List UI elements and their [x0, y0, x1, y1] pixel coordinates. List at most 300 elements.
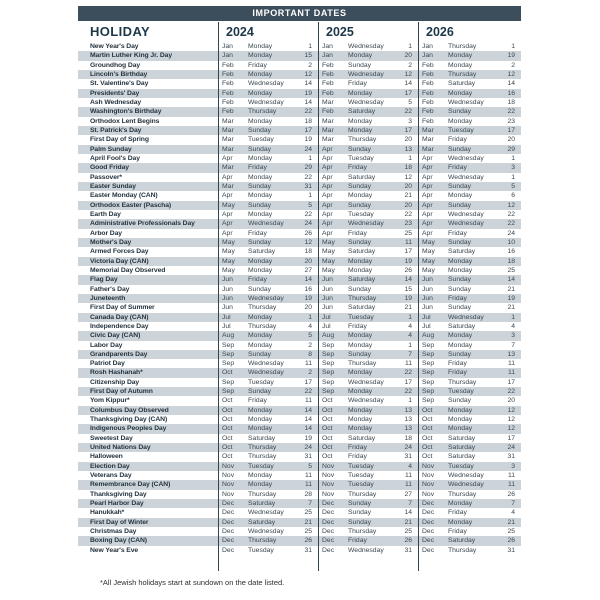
- month: Apr: [222, 154, 233, 162]
- date-cell-2026: [418, 79, 521, 88]
- holiday-name: First Day of Autumn: [90, 388, 153, 396]
- month: Nov: [422, 462, 435, 470]
- table-row: [78, 285, 521, 294]
- date-cell-2024: [218, 341, 318, 350]
- month: Feb: [322, 70, 334, 78]
- holiday-name: Grandparents Day: [90, 350, 148, 358]
- day-number: 22: [304, 173, 312, 181]
- day-number: 1: [511, 43, 515, 50]
- date-cell-2024: [218, 107, 318, 116]
- weekday: Monday: [348, 425, 373, 433]
- weekday: Sunday: [248, 350, 272, 358]
- holiday-name: United Nations Day: [90, 444, 151, 452]
- date-cell-2026: [418, 191, 521, 200]
- month: Mar: [222, 145, 234, 153]
- date-cell-2026: [418, 415, 521, 424]
- date-cell-2024: [218, 98, 318, 107]
- date-cell-2026: [418, 285, 521, 294]
- date-cell-2026: [418, 378, 521, 387]
- month: Feb: [222, 61, 234, 69]
- date-cell-2026: [418, 219, 521, 228]
- weekday: Monday: [448, 416, 473, 424]
- table-row: [78, 331, 521, 340]
- weekday: Monday: [248, 210, 273, 218]
- month: Jun: [322, 285, 333, 293]
- date-cell-2024: [218, 546, 318, 555]
- table-row: [78, 518, 521, 527]
- date-cell-2025: [318, 70, 418, 79]
- weekday: Tuesday: [448, 388, 474, 396]
- date-cell-2025: [318, 79, 418, 88]
- date-cell-2026: [418, 303, 521, 312]
- day-number: 20: [404, 201, 412, 209]
- weekday: Tuesday: [348, 472, 374, 480]
- month: Dec: [322, 546, 335, 554]
- table-row: [78, 191, 521, 200]
- day-number: 7: [308, 500, 312, 508]
- banner-title: IMPORTANT DATES: [78, 6, 521, 21]
- weekday: Friday: [348, 322, 367, 330]
- month: Apr: [422, 229, 433, 237]
- date-cell-2024: [218, 480, 318, 489]
- weekday: Wednesday: [348, 70, 384, 78]
- month: Apr: [322, 145, 333, 153]
- date-cell-2024: [218, 322, 318, 331]
- day-number: 12: [404, 70, 412, 78]
- weekday: Tuesday: [348, 210, 374, 218]
- weekday: Wednesday: [448, 481, 484, 489]
- date-cell-2026: [418, 107, 521, 116]
- weekday: Wednesday: [348, 220, 384, 228]
- month: Nov: [322, 472, 335, 480]
- weekday: Monday: [348, 257, 373, 265]
- day-number: 12: [404, 173, 412, 181]
- weekday: Sunday: [248, 145, 272, 153]
- weekday: Wednesday: [448, 313, 484, 321]
- date-cell-2025: [318, 424, 418, 433]
- day-number: 14: [304, 276, 312, 284]
- holiday-name: Easter Sunday: [90, 182, 136, 190]
- month: Sep: [322, 350, 335, 358]
- day-number: 12: [507, 201, 515, 209]
- weekday: Monday: [348, 266, 373, 274]
- table-row: [78, 452, 521, 461]
- date-cell-2024: [218, 294, 318, 303]
- weekday: Saturday: [348, 304, 376, 312]
- weekday: Sunday: [448, 145, 472, 153]
- day-number: 18: [404, 434, 412, 442]
- day-number: 13: [507, 350, 515, 358]
- weekday: Sunday: [248, 388, 272, 396]
- month: Aug: [322, 332, 335, 340]
- month: Jul: [322, 322, 331, 330]
- day-number: 21: [404, 192, 412, 200]
- holiday-name: Washington's Birthday: [90, 108, 162, 116]
- weekday: Friday: [448, 136, 467, 144]
- date-cell-2026: [418, 117, 521, 126]
- weekday: Sunday: [248, 182, 272, 190]
- day-number: 22: [304, 108, 312, 116]
- holiday-name: St. Patrick's Day: [90, 126, 142, 134]
- date-cell-2024: [218, 499, 318, 508]
- table-row: [78, 396, 521, 405]
- weekday: Saturday: [348, 434, 376, 442]
- weekday: Monday: [448, 266, 473, 274]
- month: Feb: [422, 108, 434, 116]
- date-cell-2024: [218, 378, 318, 387]
- weekday: Saturday: [248, 518, 276, 526]
- month: Apr: [322, 173, 333, 181]
- date-cell-2025: [318, 536, 418, 545]
- day-number: 24: [404, 444, 412, 452]
- weekday: Thursday: [348, 294, 377, 302]
- date-cell-2026: [418, 98, 521, 107]
- footnote: *All Jewish holidays start at sundown on the date listed.: [100, 578, 285, 587]
- day-number: 20: [507, 136, 515, 144]
- weekday: Sunday: [348, 61, 372, 69]
- holiday-name: Easter Monday (CAN): [90, 192, 158, 200]
- date-cell-2025: [318, 294, 418, 303]
- month: Feb: [322, 89, 334, 97]
- day-number: 25: [507, 528, 515, 536]
- date-cell-2024: [218, 331, 318, 340]
- date-cell-2025: [318, 117, 418, 126]
- month: Jun: [322, 304, 333, 312]
- month: Jan: [222, 52, 233, 60]
- month: Jun: [422, 304, 433, 312]
- month: Sep: [322, 388, 335, 396]
- weekday: Sunday: [348, 518, 372, 526]
- holiday-name: Juneteenth: [90, 294, 126, 302]
- weekday: Wednesday: [448, 472, 484, 480]
- date-cell-2024: [218, 163, 318, 172]
- day-number: 17: [404, 378, 412, 386]
- table-row: [78, 154, 521, 163]
- date-cell-2024: [218, 117, 318, 126]
- day-number: 18: [404, 164, 412, 172]
- date-cell-2024: [218, 229, 318, 238]
- day-number: 21: [304, 518, 312, 526]
- weekday: Sunday: [448, 285, 472, 293]
- weekday: Sunday: [448, 108, 472, 116]
- date-cell-2025: [318, 257, 418, 266]
- month: Jun: [422, 285, 433, 293]
- table-row: [78, 79, 521, 88]
- weekday: Sunday: [448, 238, 472, 246]
- day-number: 17: [404, 126, 412, 134]
- weekday: Friday: [348, 229, 367, 237]
- day-number: 1: [308, 154, 312, 162]
- month: Sep: [322, 378, 335, 386]
- date-cell-2026: [418, 508, 521, 517]
- date-cell-2024: [218, 145, 318, 154]
- weekday: Friday: [248, 276, 267, 284]
- day-number: 11: [404, 238, 412, 246]
- holiday-name: Palm Sunday: [90, 145, 132, 153]
- weekday: Saturday: [448, 453, 476, 461]
- month: Apr: [322, 154, 333, 162]
- holiday-name: Independence Day: [90, 322, 149, 330]
- day-number: 26: [507, 490, 515, 498]
- date-cell-2024: [218, 536, 318, 545]
- day-number: 5: [308, 332, 312, 340]
- weekday: Thursday: [248, 453, 277, 461]
- date-cell-2024: [218, 238, 318, 247]
- month: Apr: [222, 229, 233, 237]
- weekday: Friday: [248, 164, 267, 172]
- day-number: 3: [408, 117, 412, 125]
- weekday: Tuesday: [248, 462, 274, 470]
- day-number: 14: [304, 406, 312, 414]
- day-number: 20: [404, 182, 412, 190]
- day-number: 19: [507, 294, 515, 302]
- date-cell-2026: [418, 443, 521, 452]
- weekday: Monday: [448, 192, 473, 200]
- weekday: Wednesday: [248, 294, 284, 302]
- weekday: Thursday: [448, 43, 477, 50]
- date-cell-2026: [418, 350, 521, 359]
- holiday-name: Citizenship Day: [90, 378, 140, 386]
- table-header-row: [78, 21, 521, 42]
- table-row: [78, 107, 521, 116]
- month: Dec: [222, 500, 235, 508]
- day-number: 16: [507, 89, 515, 97]
- date-cell-2026: [418, 331, 521, 340]
- date-cell-2025: [318, 163, 418, 172]
- month: Jul: [422, 313, 431, 321]
- month: Apr: [422, 173, 433, 181]
- table-row: [78, 219, 521, 228]
- weekday: Wednesday: [248, 220, 284, 228]
- weekday: Saturday: [448, 444, 476, 452]
- day-number: 27: [404, 490, 412, 498]
- date-cell-2024: [218, 173, 318, 182]
- table-row: [78, 536, 521, 545]
- weekday: Wednesday: [448, 210, 484, 218]
- table-row: [78, 135, 521, 144]
- date-cell-2025: [318, 145, 418, 154]
- month: Sep: [422, 397, 435, 405]
- day-number: 27: [304, 266, 312, 274]
- weekday: Sunday: [248, 201, 272, 209]
- month: Jan: [222, 43, 233, 50]
- month: May: [222, 238, 235, 246]
- table-row: [78, 89, 521, 98]
- day-number: 10: [507, 238, 515, 246]
- month: Jan: [422, 52, 433, 60]
- table-row: [78, 238, 521, 247]
- month: May: [422, 248, 435, 256]
- holiday-name: First Day of Spring: [90, 136, 149, 144]
- date-cell-2025: [318, 341, 418, 350]
- month: Feb: [322, 80, 334, 88]
- day-number: 29: [304, 164, 312, 172]
- day-number: 25: [304, 528, 312, 536]
- day-number: 4: [408, 322, 412, 330]
- year-column-header-2025: 2025: [326, 24, 354, 39]
- month: Nov: [322, 490, 335, 498]
- date-cell-2026: [418, 275, 521, 284]
- day-number: 19: [404, 294, 412, 302]
- weekday: Monday: [348, 52, 373, 60]
- table-row: [78, 368, 521, 377]
- table-row: [78, 462, 521, 471]
- month: Feb: [422, 89, 434, 97]
- month: Apr: [322, 229, 333, 237]
- weekday: Thursday: [348, 136, 377, 144]
- month: Sep: [322, 341, 335, 349]
- table-row: [78, 490, 521, 499]
- table-row: [78, 303, 521, 312]
- day-number: 1: [408, 313, 412, 321]
- weekday: Friday: [448, 360, 467, 368]
- day-number: 1: [511, 313, 515, 321]
- day-number: 13: [404, 416, 412, 424]
- day-number: 1: [308, 313, 312, 321]
- holiday-name: Patriot Day: [90, 360, 125, 368]
- month: May: [422, 257, 435, 265]
- day-number: 20: [304, 257, 312, 265]
- column-divider: [418, 22, 419, 571]
- holiday-name: Earth Day: [90, 210, 121, 218]
- table-body: [78, 42, 521, 555]
- weekday: Monday: [348, 332, 373, 340]
- month: Oct: [222, 434, 233, 442]
- month: Feb: [322, 108, 334, 116]
- weekday: Monday: [248, 266, 273, 274]
- weekday: Monday: [348, 406, 373, 414]
- day-number: 23: [404, 220, 412, 228]
- day-number: 14: [304, 416, 312, 424]
- date-cell-2024: [218, 247, 318, 256]
- weekday: Monday: [448, 500, 473, 508]
- day-number: 4: [511, 322, 515, 330]
- day-number: 23: [507, 117, 515, 125]
- day-number: 26: [304, 537, 312, 545]
- month: Oct: [322, 434, 333, 442]
- month: Apr: [222, 220, 233, 228]
- weekday: Monday: [248, 332, 273, 340]
- month: Oct: [422, 416, 433, 424]
- date-cell-2026: [418, 201, 521, 210]
- day-number: 13: [404, 425, 412, 433]
- table-row: [78, 406, 521, 415]
- day-number: 25: [507, 266, 515, 274]
- day-number: 3: [511, 462, 515, 470]
- date-cell-2024: [218, 126, 318, 135]
- weekday: Wednesday: [448, 220, 484, 228]
- day-number: 11: [507, 369, 515, 377]
- weekday: Wednesday: [248, 98, 284, 106]
- day-number: 12: [507, 416, 515, 424]
- date-cell-2026: [418, 499, 521, 508]
- date-cell-2026: [418, 471, 521, 480]
- day-number: 26: [507, 537, 515, 545]
- weekday: Monday: [248, 313, 273, 321]
- weekday: Thursday: [348, 490, 377, 498]
- month: Mar: [222, 126, 234, 134]
- table-row: [78, 527, 521, 536]
- day-number: 7: [408, 500, 412, 508]
- date-cell-2025: [318, 471, 418, 480]
- date-cell-2024: [218, 191, 318, 200]
- day-number: 4: [308, 322, 312, 330]
- month: Sep: [222, 378, 235, 386]
- month: Oct: [322, 406, 333, 414]
- day-number: 11: [304, 360, 312, 368]
- date-cell-2026: [418, 42, 521, 51]
- date-cell-2026: [418, 135, 521, 144]
- day-number: 19: [304, 434, 312, 442]
- date-cell-2024: [218, 79, 318, 88]
- weekday: Thursday: [248, 322, 277, 330]
- month: Sep: [422, 360, 435, 368]
- month: May: [322, 238, 335, 246]
- date-cell-2026: [418, 313, 521, 322]
- day-number: 21: [507, 304, 515, 312]
- weekday: Friday: [348, 537, 367, 545]
- holiday-name: April Fool's Day: [90, 154, 140, 162]
- day-number: 11: [304, 397, 312, 405]
- month: Dec: [322, 509, 335, 517]
- weekday: Monday: [348, 117, 373, 125]
- table-row: [78, 434, 521, 443]
- day-number: 19: [304, 294, 312, 302]
- day-number: 22: [507, 108, 515, 116]
- column-divider: [318, 22, 319, 571]
- holiday-name: Groundhog Day: [90, 61, 141, 69]
- date-cell-2026: [418, 70, 521, 79]
- month: Dec: [422, 546, 435, 554]
- day-number: 12: [304, 238, 312, 246]
- holiday-name: Halloween: [90, 453, 123, 461]
- holiday-name: Sweetest Day: [90, 434, 133, 442]
- day-number: 7: [511, 500, 515, 508]
- table-row: [78, 480, 521, 489]
- month: Apr: [422, 210, 433, 218]
- day-number: 7: [511, 341, 515, 349]
- month: Oct: [222, 406, 233, 414]
- month: Oct: [322, 453, 333, 461]
- weekday: Monday: [348, 416, 373, 424]
- date-cell-2026: [418, 359, 521, 368]
- weekday: Monday: [348, 89, 373, 97]
- day-number: 11: [507, 472, 515, 480]
- day-number: 28: [304, 490, 312, 498]
- day-number: 1: [511, 173, 515, 181]
- date-cell-2026: [418, 238, 521, 247]
- weekday: Tuesday: [348, 462, 374, 470]
- day-number: 5: [308, 462, 312, 470]
- date-cell-2025: [318, 238, 418, 247]
- date-cell-2025: [318, 126, 418, 135]
- weekday: Tuesday: [248, 378, 274, 386]
- month: Feb: [322, 61, 334, 69]
- day-number: 17: [304, 126, 312, 134]
- day-number: 2: [308, 61, 312, 69]
- month: Nov: [422, 490, 435, 498]
- date-cell-2024: [218, 434, 318, 443]
- day-number: 18: [507, 98, 515, 106]
- month: Nov: [222, 490, 235, 498]
- day-number: 24: [304, 444, 312, 452]
- day-number: 17: [507, 126, 515, 134]
- date-cell-2024: [218, 490, 318, 499]
- date-cell-2024: [218, 471, 318, 480]
- weekday: Monday: [248, 341, 273, 349]
- weekday: Wednesday: [248, 80, 284, 88]
- date-cell-2026: [418, 462, 521, 471]
